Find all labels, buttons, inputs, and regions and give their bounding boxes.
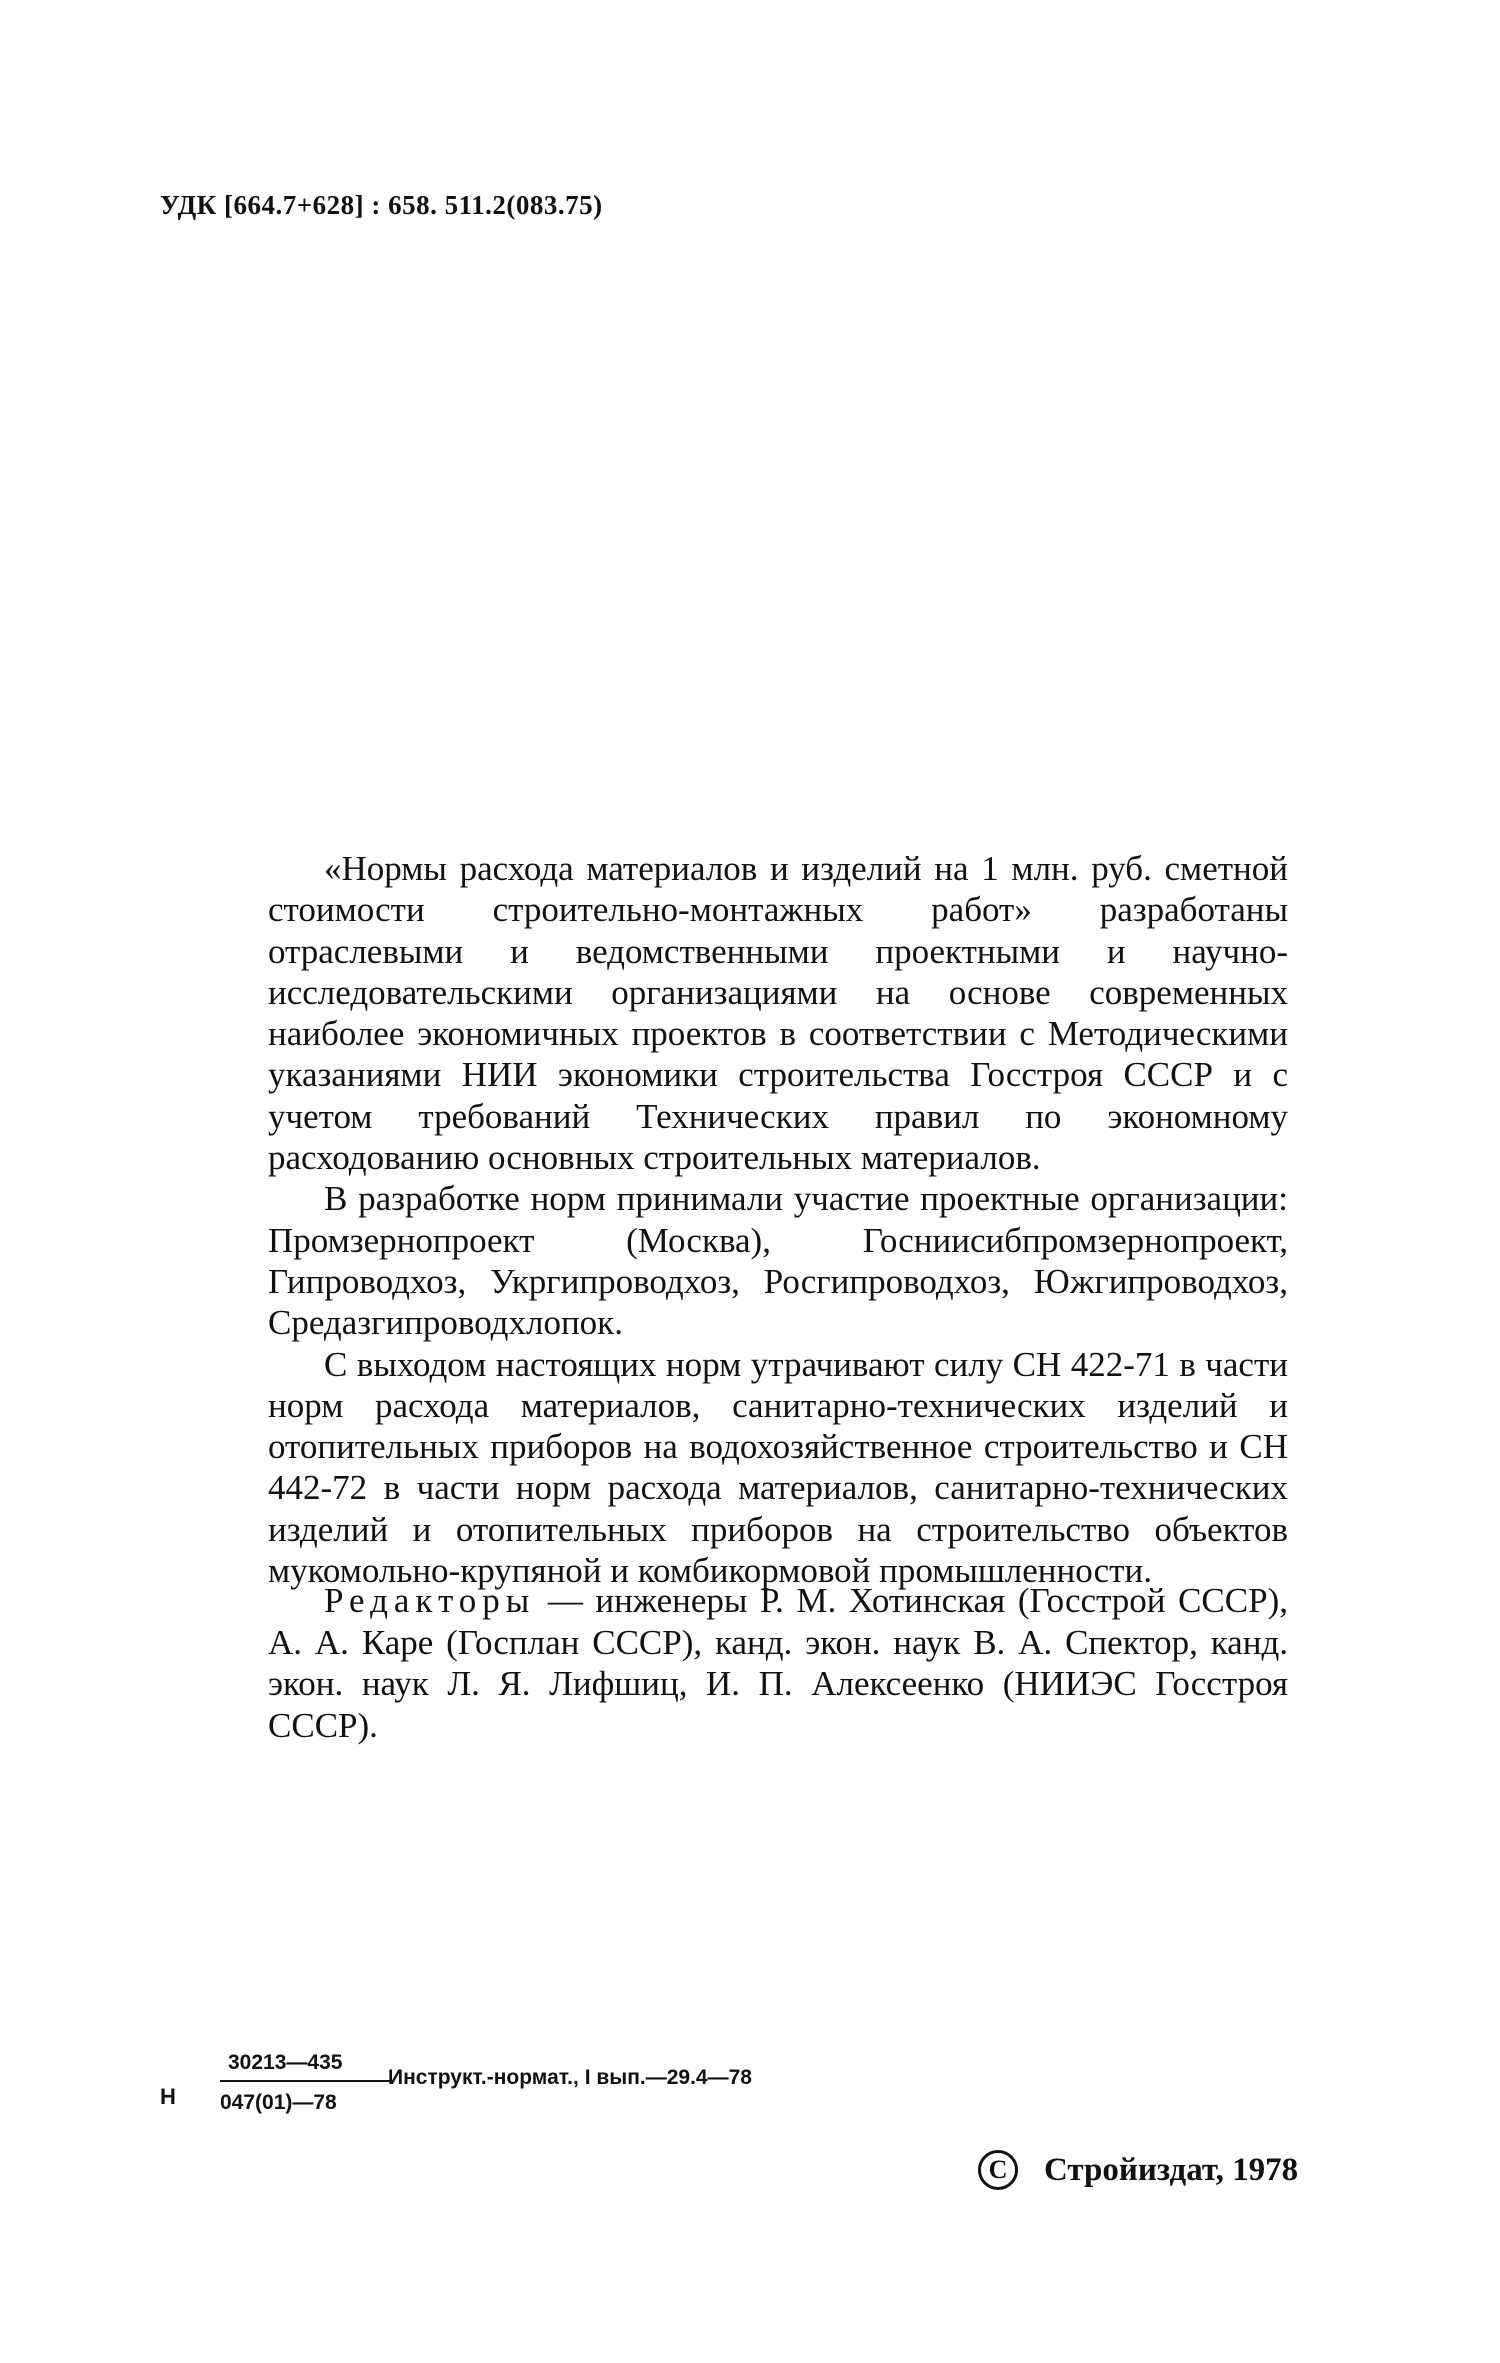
udk-classification	[160, 190, 603, 221]
udk-code: [664.7+628] : 658. 511.2(083.75)	[224, 190, 603, 220]
paragraph-norms-description: «Нормы расхода материалов и изделий на 1 млн. руб. сметной стоимости строительно-монтажных работ» разработаны отраслевыми и ведомственными проектными и научно-исследовательскими организациями на основе современных наиболее экономичных проектов в соответствии с Методическими указаниями НИИ экономики строительства Госстроя СССР и с учетом требований Технических правил по экономному расходованию основных строительных материалов.	[268, 849, 1288, 1178]
editors-text: — инженеры Р. М. Хотинская (Госстрой СССР), А. А. Каре (Госплан СССР), канд. экон. наук В. А. Спектор, канд. экон. наук Л. Я. Лифшиц, И. П. Алексеенко (НИИЭС Госстроя СССР).	[268, 1581, 1288, 1745]
imprint-denominator: 047(01)—78	[220, 2091, 337, 2114]
fraction-line	[220, 2080, 390, 2082]
paragraph-participants: В разработке норм принимали участие проектные организации: Промзернопроект (Москва), Госниисибпромзернопроект, Гипроводхоз, Укргипроводхоз, Росгипроводхоз, Южгипроводхоз, Средазгипроводхлопок.	[268, 1179, 1288, 1343]
copyright-text: Стройиздат, 1978	[1044, 2151, 1299, 2188]
imprint-fraction	[220, 2048, 370, 2118]
main-text	[268, 848, 1288, 1591]
editors-paragraph	[268, 1580, 1288, 1746]
imprint-numerator: 30213—435	[228, 2051, 343, 2074]
editors-block	[268, 1580, 1288, 1746]
imprint-details: Инструкт.-нормат., I вып.—29.4—78	[388, 2066, 752, 2089]
imprint-letter: Н	[160, 2084, 176, 2109]
copyright-icon: C	[978, 2150, 1018, 2190]
editors-label: Редакторы	[324, 1581, 536, 1620]
copyright-line	[978, 2150, 1298, 2190]
udk-label: УДК	[160, 190, 217, 220]
paragraph-superseded-norms: С выходом настоящих норм утрачивают силу СН 422-71 в части норм расхода материалов, санитарно-технических изделий и отопительных приборов на водохозяйственное строительство и СН 442-72 в части норм расхода материалов, санитарно-технических изделий и отопительных приборов на строительство объектов мукомольно-крупяной и комбикормовой промышленности.	[268, 1344, 1288, 1591]
